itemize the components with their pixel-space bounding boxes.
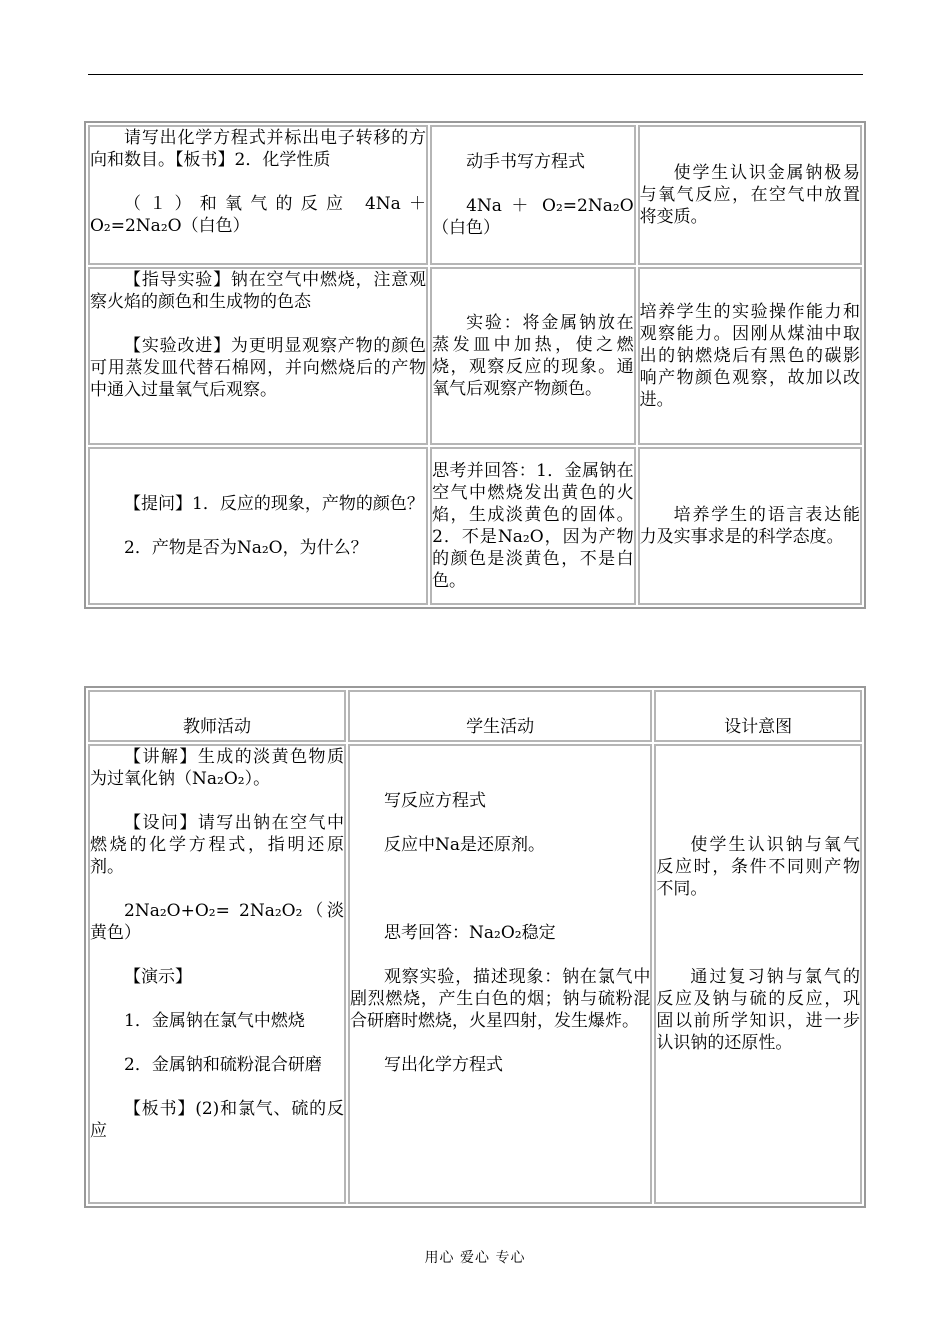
teacher-cell: [88, 447, 428, 605]
cell-text: 使学生认识钠与氧气反应时，条件不同则产物不同。: [656, 835, 860, 899]
cell-text: 【演示】: [124, 967, 192, 987]
teacher-cell: [88, 267, 428, 445]
teacher-cell: [88, 744, 346, 1204]
cell-text: 【实验改进】为更明显观察产物的颜色可用蒸发皿代替石棉网，并向燃烧后的产物中通入过量氧气后观察。: [90, 336, 427, 400]
cell-text: 动手书写方程式: [466, 152, 586, 172]
intent-cell: [638, 125, 862, 265]
table-row: [88, 447, 862, 605]
cell-text: 使学生认识金属钠极易与氧气反应，在空气中放置将变质。: [639, 163, 860, 227]
table-row: [88, 267, 862, 445]
cell-text: 思考并回答：1．金属钠在空气中燃烧发出黄色的火焰，生成淡黄色的固体。2．不是Na₂O，因为产物的颜色是淡黄色，不是白色。: [432, 461, 634, 591]
header-rule: [88, 74, 863, 75]
cell-text: 4Na ＋ O₂=2Na₂O（白色）: [432, 196, 634, 238]
cell-text: （１）和氧气的反应 4Na＋O₂=2Na₂O（白色）: [90, 194, 427, 236]
table-row: [88, 744, 862, 1204]
header-row: [88, 690, 862, 742]
cell-text: 1．金属钠在氯气中燃烧: [124, 1011, 305, 1031]
cell-text: 【指导实验】钠在空气中燃烧，注意观察火焰的颜色和生成物的色态: [90, 270, 427, 312]
lesson-table-1: [84, 121, 866, 609]
cell-text: 【设问】请写出钠在空气中燃烧的化学方程式，指明还原剂。: [90, 813, 344, 877]
student-cell: [430, 125, 636, 265]
teacher-cell: [88, 125, 428, 265]
cell-text: 写出化学方程式: [384, 1055, 503, 1075]
column-header-teacher: 教师活动: [88, 690, 346, 742]
intent-cell: [638, 447, 862, 605]
cell-text: 培养学生的语言表达能力及实事求是的科学态度。: [639, 505, 860, 547]
column-header-student: 学生活动: [348, 690, 652, 742]
student-cell: [348, 744, 652, 1204]
cell-text: 思考回答：Na₂O₂稳定: [384, 923, 556, 943]
cell-text: 培养学生的实验操作能力和观察能力。因刚从煤油中取出的钠燃烧后有黑色的碳影响产物颜色观察，故加以改进。: [639, 302, 860, 410]
cell-text: 观察实验，描述现象：钠在氯气中剧烈燃烧，产生白色的烟；钠与硫粉混合研磨时燃烧，火星四射，发生爆炸。: [350, 967, 651, 1031]
cell-text: 2．产物是否为Na₂O，为什么？: [124, 538, 368, 558]
student-cell: [430, 447, 636, 605]
cell-text: 请写出化学方程式并标出电子转移的方向和数目。【板书】2．化学性质: [90, 128, 427, 170]
student-cell: [430, 267, 636, 445]
table-row: [88, 125, 862, 265]
lesson-table-2: [84, 686, 866, 1208]
cell-text: 反应中Na是还原剂。: [384, 835, 546, 855]
column-header-intent: 设计意图: [654, 690, 862, 742]
cell-text: 写反应方程式: [384, 791, 486, 811]
cell-text: 实验：将金属钠放在蒸发皿中加热，使之燃烧，观察反应的现象。通氧气后观察产物颜色。: [432, 313, 634, 399]
cell-text: 【板书】(2)和氯气、硫的反应: [90, 1099, 344, 1141]
intent-cell: [654, 744, 862, 1204]
cell-text: 【讲解】生成的淡黄色物质为过氧化钠（Na₂O₂）。: [90, 747, 344, 789]
intent-cell: [638, 267, 862, 445]
cell-text: 通过复习钠与氯气的反应及钠与硫的反应，巩固以前所学知识，进一步认识钠的还原性。: [656, 967, 860, 1053]
cell-text: 2Na₂O+O₂= 2Na₂O₂（淡黄色）: [90, 901, 344, 943]
cell-text: 【提问】1．反应的现象，产物的颜色？: [124, 494, 424, 514]
cell-text: 2．金属钠和硫粉混合研磨: [124, 1055, 322, 1075]
page-footer: 用心 爱心 专心: [424, 1250, 526, 1266]
